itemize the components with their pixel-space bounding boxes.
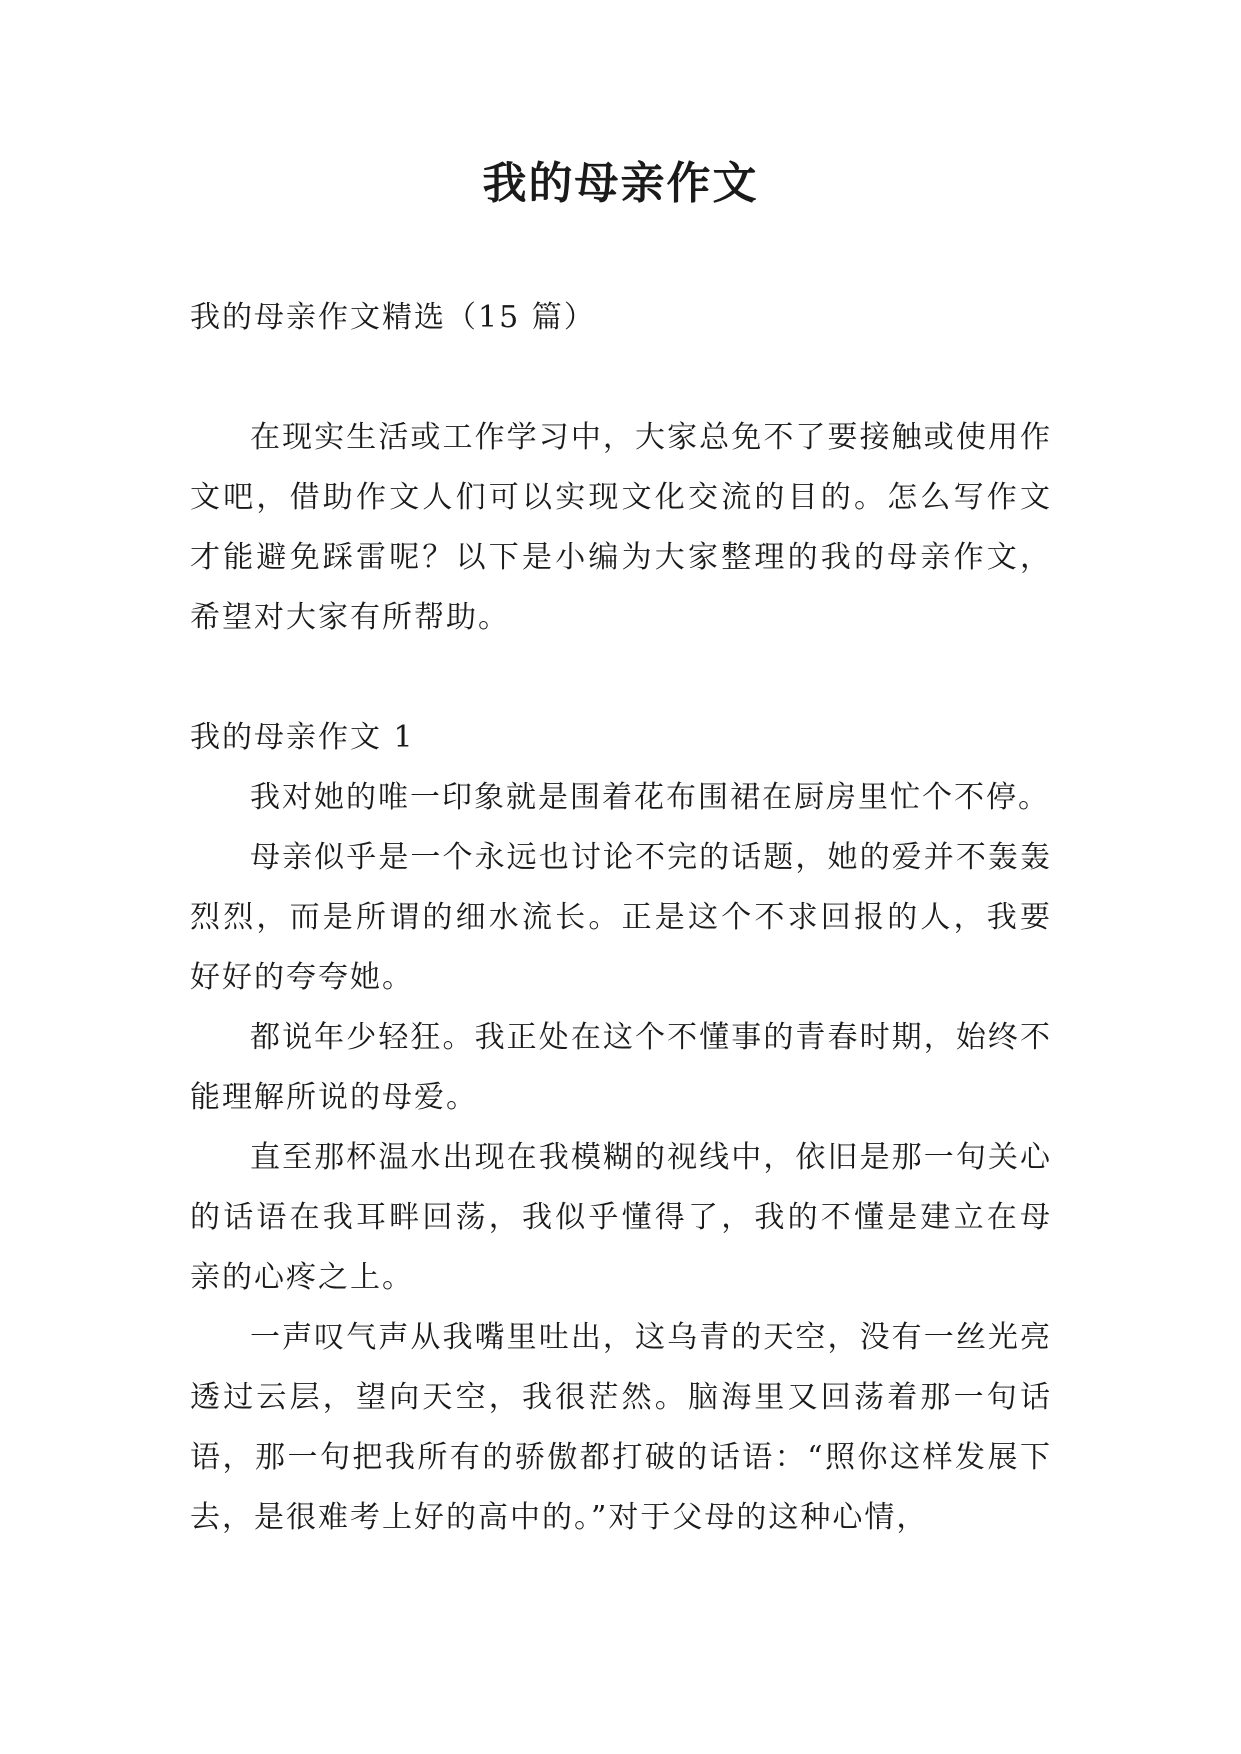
document-subtitle: 我的母亲作文精选（15 篇）	[190, 300, 596, 335]
essay-paragraph: 一声叹气声从我嘴里吐出，这乌青的天空，没有一丝光亮透过云层，望向天空，我很茫然。脑海里又回荡着那一句话语，那一句把我所有的骄傲都打破的话语：“照你这样发展下去，是很难考上好的高中的。”对于父母的这种心情，	[190, 1320, 1052, 1535]
essay-paragraph: 我对她的唯一印象就是围着花布围裙在厨房里忙个不停。	[250, 780, 1050, 815]
essay-paragraph: 都说年少轻狂。我正处在这个不懂事的青春时期，始终不能理解所说的母爱。	[190, 1020, 1052, 1115]
essay-paragraph: 直至那杯温水出现在我模糊的视线中，依旧是那一句关心的话语在我耳畔回荡，我似乎懂得了，我的不懂是建立在母亲的心疼之上。	[190, 1140, 1052, 1295]
intro-paragraph: 在现实生活或工作学习中，大家总免不了要接触或使用作文吧，借助作文人们可以实现文化交流的目的。怎么写作文才能避免踩雷呢？以下是小编为大家整理的我的母亲作文，希望对大家有所帮助。	[190, 420, 1052, 635]
document-title: 我的母亲作文	[482, 158, 759, 209]
document-body	[190, 288, 1052, 1548]
essay-paragraph: 母亲似乎是一个永远也讨论不完的话题，她的爱并不轰轰烈烈，而是所谓的细水流长。正是这个不求回报的人，我要好好的夸夸她。	[190, 840, 1052, 995]
essay-heading: 我的母亲作文 1	[190, 720, 415, 755]
